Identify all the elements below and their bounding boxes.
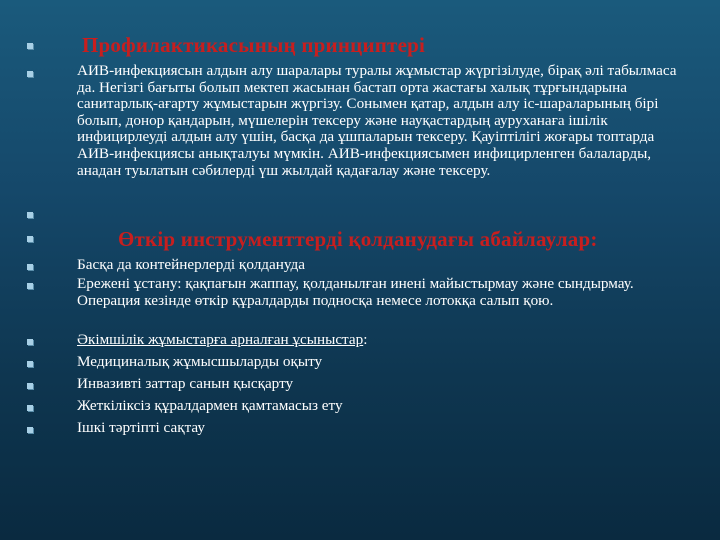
section-title: Өткір инструменттерді қолданудағы абайлаулар: bbox=[118, 227, 598, 251]
bullet bbox=[27, 283, 33, 289]
admin-heading: Әкімшілік жұмыстарға арналған ұсыныстар bbox=[77, 331, 364, 348]
section-title: Профилактикасының принциптері bbox=[82, 33, 426, 57]
bullet bbox=[27, 405, 33, 411]
list-item: Ережені ұстану: қақпағын жаппау, қолданылған инені майыстырмау және сындырмау. Операция кезінде өткір құралдарды подносқа немесе лотокқа салып қою. bbox=[77, 275, 634, 309]
bullet bbox=[27, 71, 33, 77]
list-item bbox=[77, 332, 682, 349]
list-item: Жеткіліксіз құралдармен қамтамасыз ету bbox=[77, 397, 343, 414]
bullet bbox=[27, 339, 33, 345]
bullet bbox=[27, 43, 33, 49]
bullet bbox=[27, 212, 33, 218]
list-item: Медициналық жұмысшыларды оқыту bbox=[77, 353, 323, 370]
bullet bbox=[27, 236, 33, 242]
bullet bbox=[27, 427, 33, 433]
bullet bbox=[27, 361, 33, 367]
paragraph: АИВ-инфекциясын алдын алу шаралары туралы жұмыстар жүргізілуде, бірақ әлі табылмаса да. Негізгі бағыты болып мектеп жасынан бастап орта жастағы халық тұрғындарына санитарлық-ағарту жұмыстарын жүргізу. Сонымен қатар, алдын алу іс-шараларының бірі болып, донор қандарын, мүшелерін тексеру және науқастардың ауруханаға ішілік инфицирлеуді алдын алу үшін, басқа да ұшпаларын тексеру. Қауіптілігі жоғары топтарда АИВ-инфекциясы анықталуы мүмкін. АИВ-инфекциясымен инфицирленген балаларды, анадан туылатын сәбилерді үш жылдай қадағалау және тексеру. bbox=[77, 62, 677, 179]
bullet bbox=[27, 383, 33, 389]
list-item: Басқа да контейнерлерді қолдануда bbox=[77, 256, 305, 273]
bullet bbox=[27, 264, 33, 270]
list-item: Ішкі тәртіпті сақтау bbox=[77, 419, 205, 436]
list-item: Инвазивті заттар санын қысқарту bbox=[77, 375, 294, 392]
admin-suffix: : bbox=[363, 331, 368, 348]
